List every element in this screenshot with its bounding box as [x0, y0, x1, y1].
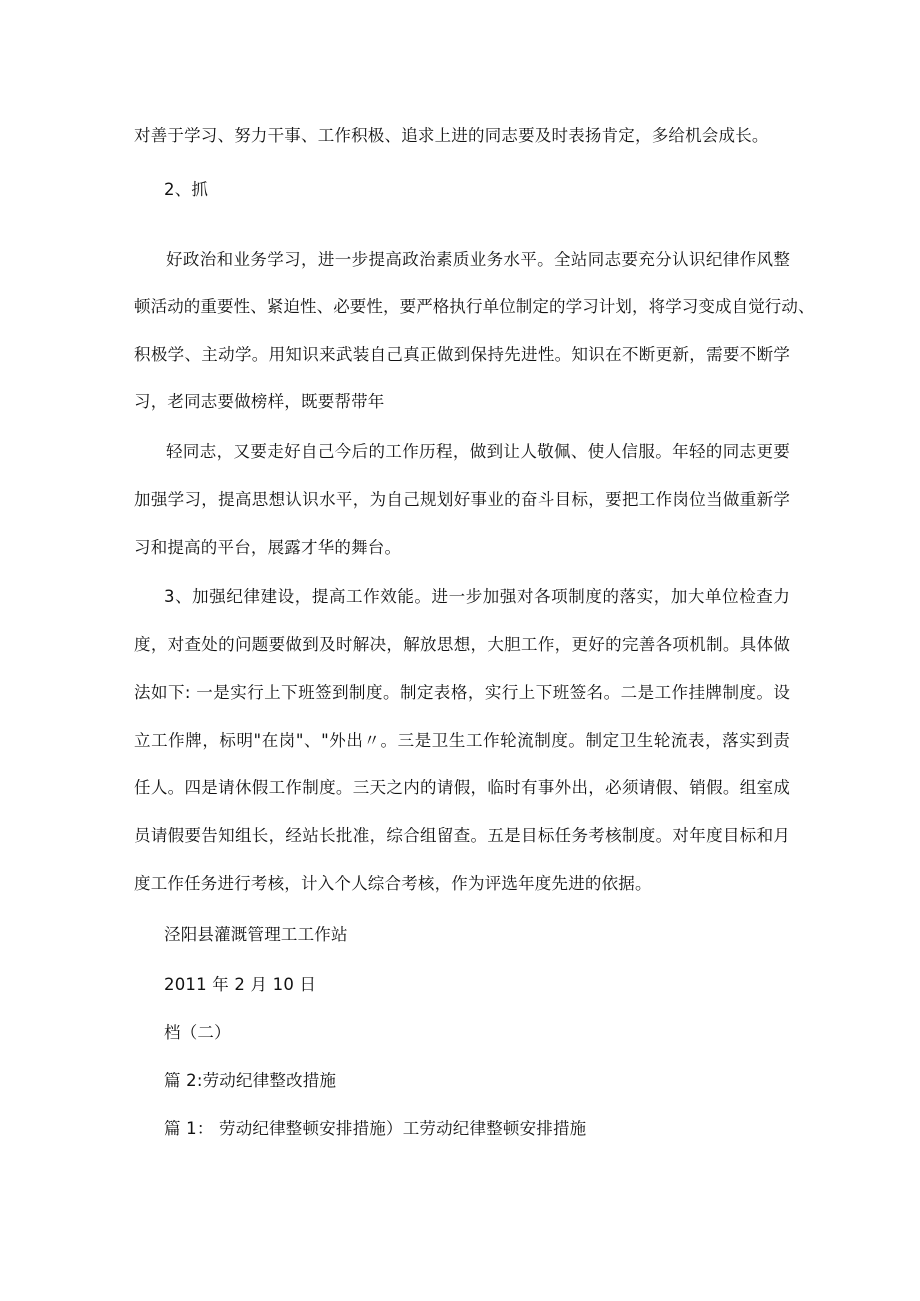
organization-signature: 泾阳县灌溉管理工工作站 [164, 925, 348, 944]
signature-date: 2011 年 2 月 10 日 [164, 975, 317, 994]
paragraph-line: 好政治和业务学习，进一步提高政治素质业务水平。全站同志要充分认识纪律作风整 [166, 250, 790, 269]
paragraph-line: 3、加强纪律建设，提高工作效能。进一步加强对各项制度的落实，加大单位检查力 [164, 587, 790, 606]
paragraph-line: 习，老同志要做榜样，既要帮带年 [134, 392, 385, 411]
paragraph-line: 度工作任务进行考核，计入个人综合考核，作为评选年度先进的依据。 [134, 874, 652, 893]
paragraph-line: 度，对查处的问题要做到及时解决，解放思想，大胆工作，更好的完善各项机制。具体做 [134, 635, 790, 654]
paragraph-line: 积极学、主动学。用知识来武装自己真正做到保持先进性。知识在不断更新，需要不断学 [134, 345, 790, 364]
paragraph-line: 顿活动的重要性、紧迫性、必要性，要严格执行单位制定的学习计划，将学习变成自觉行动、 [134, 297, 815, 316]
paragraph-line: 轻同志，又要走好自己今后的工作历程，做到让人敬佩、使人信服。年轻的同志更要 [166, 442, 790, 461]
paragraph-line: 对善于学习、努力干事、工作积极、追求上进的同志要及时表扬肯定，多给机会成长。 [134, 126, 769, 145]
article-title: 篇 2:劳动纪律整改措施 [164, 1071, 337, 1090]
section-heading: 2、抓 [164, 180, 209, 199]
paragraph-line: 立工作牌，标明"在岗"、"外出〃。三是卫生工作轮流制度。制定卫生轮流表，落实到责 [134, 731, 790, 750]
paragraph-line: 任人。四是请休假工作制度。三天之内的请假，临时有事外出，必须请假、销假。组室成 [134, 778, 790, 797]
paragraph-line: 员请假要告知组长，经站长批准，综合组留查。五是目标任务考核制度。对年度目标和月 [134, 826, 790, 845]
paragraph-line: 法如下: 一是实行上下班签到制度。制定表格，实行上下班签名。二是工作挂牌制度。设 [134, 683, 790, 702]
document-heading: 档（二） [164, 1023, 231, 1042]
article-title: 篇 1： 劳动纪律整顿安排措施）工劳动纪律整顿安排措施 [164, 1119, 587, 1138]
paragraph-line: 习和提高的平台，展露才华的舞台。 [134, 538, 402, 557]
paragraph-line: 加强学习，提高思想认识水平，为自己规划好事业的奋斗目标，要把工作岗位当做重新学 [134, 490, 790, 509]
